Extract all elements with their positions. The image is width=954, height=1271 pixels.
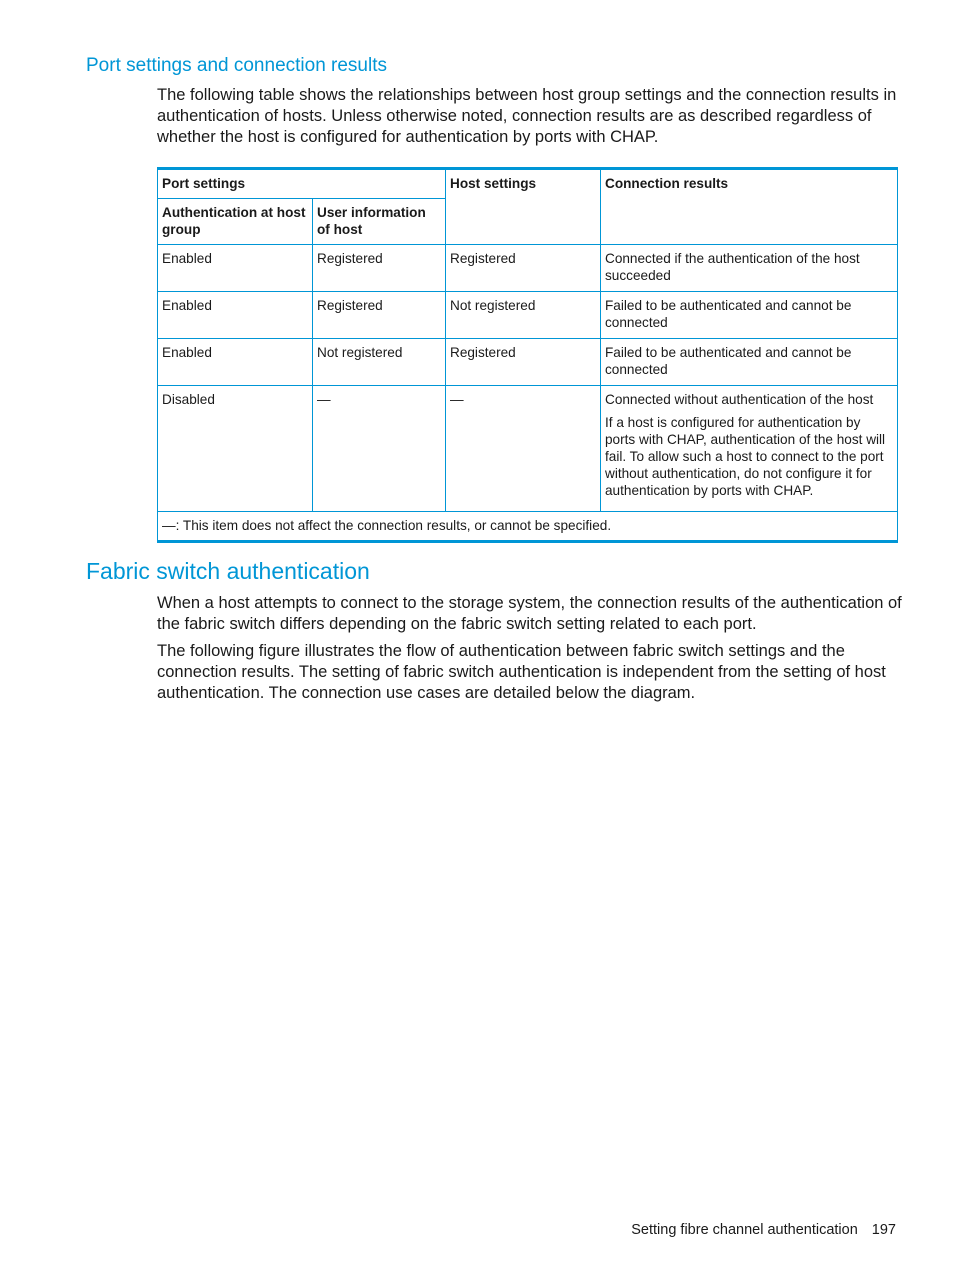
cell-auth: Enabled: [158, 245, 313, 292]
fabric-heading: Fabric switch authentication: [86, 558, 370, 584]
table-row: [158, 386, 898, 512]
table-row: [158, 292, 898, 339]
footer-chapter-title: Setting fibre channel authentication: [631, 1222, 858, 1238]
header-connection-results: Connection results: [601, 169, 898, 245]
page-footer: [631, 1222, 896, 1238]
result-note: If a host is configured for authentication by ports with CHAP, authentication of the host will fail. To allow such a host to connect to the port without authentication, do not configure it for authentication by ports with CHAP.: [605, 415, 886, 498]
cell-result: Connected if the authentication of the host succeeded: [601, 245, 898, 292]
cell-auth: Enabled: [158, 339, 313, 386]
cell-host: Not registered: [446, 292, 601, 339]
table-row: [158, 245, 898, 292]
fabric-paragraph-1: When a host attempts to connect to the storage system, the connection results of the authentication of the fabric switch differs depending on the fabric switch setting related to each port.: [157, 594, 902, 633]
result-text: Connected without authentication of the host: [605, 392, 874, 407]
table-footnote: —: This item does not affect the connection results, or cannot be specified.: [158, 512, 898, 542]
port-settings-table: [157, 167, 898, 543]
header-auth-at-host-group: Authentication at host group: [158, 199, 313, 245]
cell-host: Registered: [446, 339, 601, 386]
cell-user-info: Registered: [313, 292, 446, 339]
intro-paragraph: The following table shows the relationships between host group settings and the connection results in authentication of hosts. Unless otherwise noted, connection results are as described regardless of whether the host is configured for authentication by ports with CHAP.: [157, 86, 897, 146]
cell-auth: Enabled: [158, 292, 313, 339]
section-heading: Port settings and connection results: [86, 55, 388, 76]
header-host-settings: Host settings: [446, 169, 601, 245]
cell-result: [601, 386, 898, 512]
cell-host: —: [446, 386, 601, 512]
cell-result: Failed to be authenticated and cannot be connected: [601, 292, 898, 339]
cell-user-info: Registered: [313, 245, 446, 292]
header-user-info-of-host: User information of host: [313, 199, 446, 245]
cell-auth: Disabled: [158, 386, 313, 512]
cell-host: Registered: [446, 245, 601, 292]
table-row: [158, 339, 898, 386]
fabric-paragraph-2: The following figure illustrates the flow of authentication between fabric switch settings and the connection results. The setting of fabric switch authentication is independent from the setting of host authentication. The connection use cases are detailed below the diagram.: [157, 642, 886, 702]
page-number: 197: [871, 1222, 896, 1238]
cell-user-info: —: [313, 386, 446, 512]
header-port-settings: Port settings: [158, 169, 446, 199]
table-footnote-row: [158, 512, 898, 542]
table-header-row: [158, 169, 898, 199]
cell-user-info: Not registered: [313, 339, 446, 386]
cell-result: Failed to be authenticated and cannot be connected: [601, 339, 898, 386]
